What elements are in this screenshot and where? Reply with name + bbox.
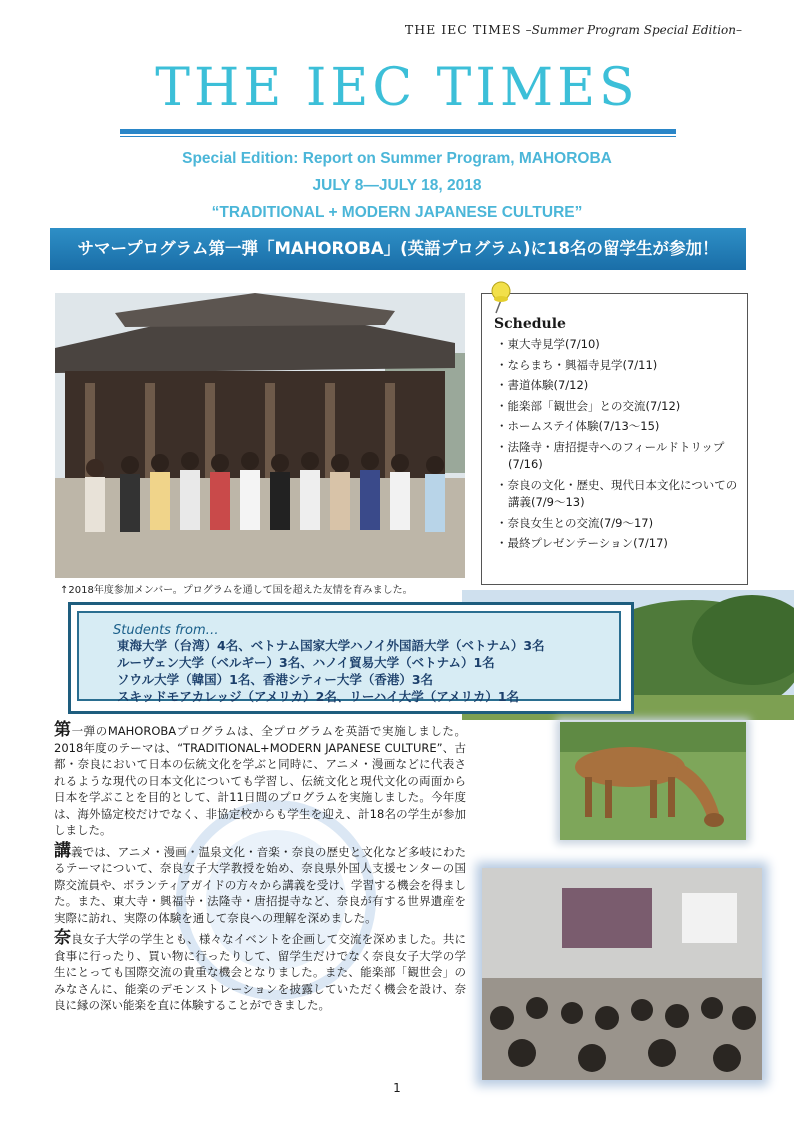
article-paragraph-1: 第一弾のMAHOROBAプログラムは、全プログラムを英語で実施しました。2018年度のテーマは、“TRADITIONAL+MODERN JAPANESE CULTURE”、古都・奈良において日本の伝統文化を学ぶと同時に、アニメ・漫画などに代表されるような現代の日本文化についても学習し、伝統文化と現代文化の両面から日本を学ぶことを目的として、計11日間のプログラムを実施しました。今年度は、海外協定校だけでなく、非協定校からも学生を迎え、計18名の学生が参加しました。 <box>54 720 466 837</box>
students-line: ルーヴェン大学（ベルギー）3名、ハノイ貿易大学（ベトナム）1名 <box>117 655 495 670</box>
schedule-item: ・ホームステイ体験(7/13～15) <box>496 419 660 433</box>
drop-cap: 講 <box>54 840 72 861</box>
schedule-item: ・奈良女生との交流(7/9～17) <box>496 515 654 530</box>
running-title: THE IEC TIMES <box>404 22 522 37</box>
running-header <box>405 22 742 37</box>
drop-cap: 第 <box>54 720 72 740</box>
subtitle-line-1: Special Edition: Report on Summer Program, MAHOROBA <box>182 150 612 167</box>
headline-banner: サマープログラム第一弾「MAHOROBA」(英語プログラム)に18名の留学生が参加！ <box>50 228 746 270</box>
masthead-rule-thin <box>120 136 676 137</box>
schedule-box <box>481 293 748 585</box>
schedule-item: ・法隆寺・唐招提寺へのフィールドトリップ(7/16) <box>496 439 725 471</box>
schedule-item: ・最終プレゼンテーション(7/17) <box>496 536 668 550</box>
students-line: ソウル大学（韓国）1名、香港シティー大学（香港）3名 <box>117 672 434 687</box>
running-subtitle: –Summer Program Special Edition– <box>525 23 742 37</box>
schedule-item: ・奈良の文化・歴史、現代日本文化についての講義(7/9～13) <box>496 477 738 509</box>
photo-caption: ↑2018年度参加メンバー。プログラムを通して国を超えた友情を育みました。 <box>60 585 413 596</box>
drop-cap: 奈 <box>54 928 72 948</box>
students-line: 東海大学（台湾）4名、ベトナム国家大学ハノイ外国語大学（ベトナム）3名 <box>117 638 545 653</box>
students-line: スキッドモアカレッジ（アメリカ）2名、リーハイ大学（アメリカ）1名 <box>117 689 520 704</box>
students-box <box>68 602 634 714</box>
schedule-item: ・書道体験(7/12) <box>496 378 589 392</box>
schedule-list <box>496 336 741 556</box>
subtitle-line-3: “TRADITIONAL + MODERN JAPANESE CULTURE” <box>211 204 583 221</box>
page-number: 1 <box>393 1081 401 1095</box>
schedule-item: ・東大寺見学(7/10) <box>496 337 600 351</box>
schedule-item: ・ならまち・興福寺見学(7/11) <box>496 357 658 372</box>
article-paragraph-3: 奈良女子大学の学生とも、様々なイベントを企画して交流を深めました。共に食事に行ったり、買い物に行ったりして、留学生だけでなく奈良女子大学の学生にとっても国際交流の貴重な機会となりました。また、能楽部「観世会」のみなさんに、能楽のデモンストレーションを披露していただく機会を設け、奈良に縁の深い能楽を直に体験することができました。 <box>54 928 467 1012</box>
group-photo-temple <box>55 293 465 578</box>
masthead-title: THE IEC TIMES <box>155 58 639 118</box>
pushpin-icon <box>488 280 514 318</box>
schedule-item: ・能楽部「観世会」との交流(7/12) <box>496 398 681 413</box>
subtitle-line-2: JULY 8—JULY 18, 2018 <box>312 177 482 194</box>
article-paragraph-2: 講義では、アニメ・漫画・温泉文化・音楽・奈良の歴史と文化など多岐にわたるテーマについて、奈良女子大学教授を始め、奈良県外国人支援センターの国際交流員や、ボランティアガイドの方々から講義を受け、学習する機会を得ました。また、東大寺・興福寺・法隆寺・唐招提寺など、奈良が有する世界遺産を実際に訪れ、実際の体験を通して奈良への理解を深めました。 <box>54 840 467 925</box>
deer-photo <box>560 722 746 840</box>
schedule-title: Schedule <box>494 316 566 332</box>
students-label: Students from… <box>113 623 219 638</box>
article-body <box>54 722 466 1018</box>
masthead-rule <box>120 129 676 134</box>
classroom-photo <box>482 868 762 1080</box>
